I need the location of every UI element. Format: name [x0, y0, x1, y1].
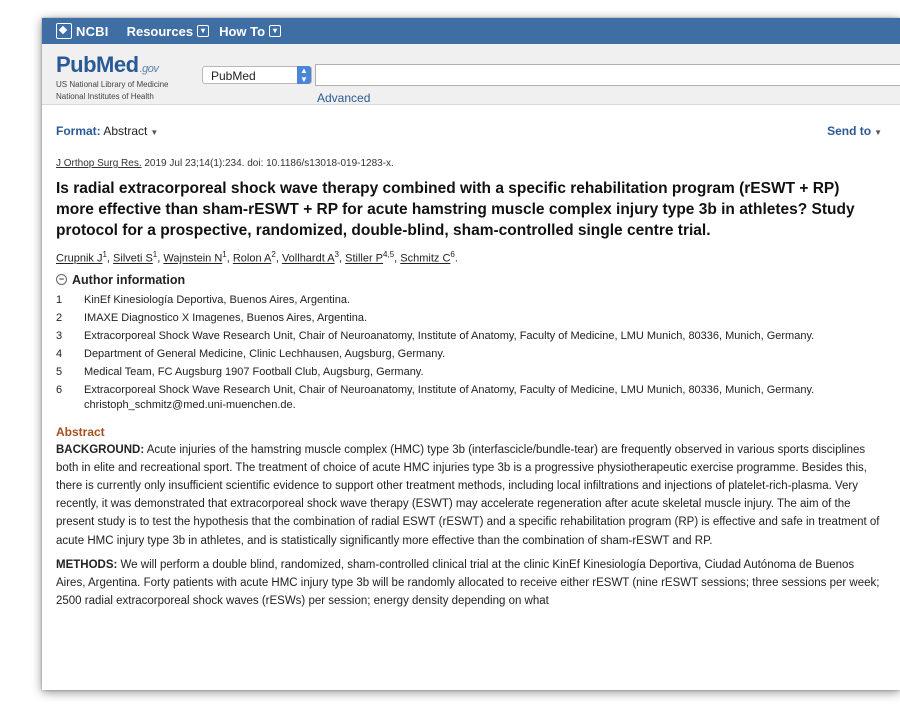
send-to-menu[interactable] [827, 124, 882, 138]
ncbi-logo-text: NCBI [76, 23, 109, 39]
chevron-down-icon: ▾ [269, 25, 281, 37]
author-link[interactable]: Vollhardt A [281, 252, 335, 265]
author-affil-ref: 3 [334, 250, 339, 259]
ncbi-top-bar [42, 18, 900, 44]
resources-label: Resources [126, 23, 194, 39]
pubmed-logo-text: PubMed [56, 52, 139, 77]
search-header [42, 44, 900, 105]
abstract-background [56, 441, 880, 550]
affiliation-text: Medical Team, FC Augsburg 1907 Football Club, Augsburg, Germany. [84, 365, 424, 378]
collapse-icon: − [56, 274, 67, 285]
author-link[interactable]: Stiller P [345, 252, 384, 265]
nih-line: National Institutes of Health [56, 92, 154, 101]
affiliation-number: 1 [56, 293, 63, 306]
affiliation-item [56, 311, 880, 326]
send-to-label: Send to [827, 124, 872, 138]
how-to-label: How To [219, 23, 266, 39]
affiliation-item [56, 383, 880, 413]
author-affil-ref: 1 [222, 250, 227, 259]
search-input[interactable] [315, 64, 900, 86]
affiliation-text: Extracorporeal Shock Wave Research Unit, Chair of Neuroanatomy, Institute of Anatomy, Faculty of Medicine, LMU Munich, 80336, Munich, Germany. [84, 329, 815, 342]
format-selector[interactable]: Format: Abstract ▼ [56, 124, 159, 138]
journal-link[interactable]: J Orthop Surg Res. [56, 158, 142, 169]
affiliation-text: KinEf Kinesiología Deportiva, Buenos Aires, Argentina. [84, 293, 350, 306]
pubmed-logo-suffix: .gov [139, 63, 159, 75]
ncbi-logo[interactable] [56, 23, 109, 39]
affiliation-number: 2 [56, 311, 63, 324]
affiliation-number: 3 [56, 329, 63, 342]
author-information-label: Author information [72, 272, 186, 287]
citation-line [56, 158, 880, 169]
affiliation-item [56, 293, 880, 308]
author-link[interactable]: Crupnik J [56, 252, 103, 265]
article-title: Is radial extracorporeal shock wave therapy combined with a specific rehabilitation program (rESWT + RP) more effective than sham-rESWT + RP for acute hamstring muscle complex injury type 3b in athletes? Study protocol for a prospective, randomized, double-blind, sham-controlled single centre trial. [56, 180, 855, 239]
background-label: BACKGROUND: [56, 443, 145, 456]
pubmed-page [42, 18, 900, 690]
affiliation-number: 4 [56, 347, 63, 360]
abstract-methods [56, 556, 880, 611]
background-text: Acute injuries of the hamstring muscle complex (HMC) type 3b (interfascicle/bundle-tear) are frequently observed in various sports disciplines both in elite and recreational sport. The treatment of choice of acute HMC injuries type 3b is a progressive physiotherapeutic exercise programme. Besides this, there is currently only insufficient scientific evidence to support other treatment methods, including local infiltrations and injections of platelet-rich-plasma. Very recently, it was demonstrated that extracorporeal shock wave therapy (ESWT) may accelerate regeneration after acute skeletal muscle injury. The aim of the present study is to test the hypothesis that the combination of radial ESWT (rESWT) and a specific rehabilitation program (RP) is effective and safe in treatment of acute HMC injury type 3b in athletes, and is statistically significantly more effective than the combination of sham-rESWT and RP. [56, 443, 880, 547]
affiliation-text: Extracorporeal Shock Wave Research Unit, Chair of Neuroanatomy, Institute of Anatomy, Faculty of Medicine, LMU Munich, 80336, Munich, Germany. christoph_schmitz@med.uni-muenchen.de. [84, 383, 815, 411]
abstract-heading: Abstract [56, 424, 105, 439]
author-link[interactable]: Silveti S [113, 252, 153, 265]
database-select[interactable] [202, 66, 312, 84]
author-affil-ref: 4,5 [383, 250, 395, 259]
nlm-line: US National Library of Medicine [56, 80, 169, 89]
database-select-value: PubMed [211, 69, 256, 83]
affiliation-number: 6 [56, 383, 63, 396]
article-content [56, 158, 880, 610]
pubmed-logo[interactable] [56, 52, 169, 102]
format-value: Abstract [103, 124, 148, 138]
format-label: Format [56, 124, 97, 138]
methods-text: We will perform a double blind, randomized, sham-controlled clinical trial at the clinic KinEf Kinesiología Deportiva, Ciudad Autónoma de Buenos Aires, Argentina. Forty patients with acute HMC injury type 3b will be randomly allocated to receive either rESWT (nine rESWT sessions; three sessions per week; 2500 radial extracorporeal shock waves (rESWs) per session; energy density depending on what [56, 558, 880, 608]
author-link[interactable]: Rolon A [232, 252, 272, 265]
affiliation-text: IMAXE Diagnostico X Imagenes, Buenos Aires, Argentina. [84, 311, 368, 324]
ncbi-logo-icon [56, 23, 72, 39]
how-to-menu[interactable] [219, 24, 281, 39]
caret-down-icon: ▼ [150, 128, 159, 137]
author-information-toggle[interactable] [56, 273, 880, 287]
chevron-down-icon: ▾ [197, 25, 209, 37]
advanced-search-link[interactable]: Advanced [317, 91, 371, 105]
author-link[interactable]: Wajnstein N [163, 252, 223, 265]
author-list: Crupnik $J^1$, Silveti $S^1$, Wajnstein $N^1$, Rolon $A^2$, Vollhardt $A^3$, Stiller P$^{4,5}$, Schmitz $C^6$. [56, 250, 458, 265]
resources-menu[interactable] [127, 24, 209, 39]
affiliation-text: Department of General Medicine, Clinic Lechhausen, Augsburg, Germany. [84, 347, 446, 360]
author-affil-ref: 1 [152, 250, 158, 259]
methods-label: METHODS: [56, 558, 118, 571]
affiliation-number: 5 [56, 365, 63, 378]
affiliation-list [56, 293, 880, 413]
affiliation-item [56, 347, 880, 362]
author-affil-ref: 6 [450, 250, 455, 259]
affiliation-item [56, 365, 880, 380]
display-options-bar [42, 114, 900, 144]
author-affil-ref: 2 [271, 250, 276, 259]
author-link[interactable]: Schmitz C [400, 252, 451, 265]
caret-down-icon: ▼ [874, 128, 882, 137]
citation-details: 2019 Jul 23;14(1):234. doi: 10.1186/s13018-019-1283-x. [141, 158, 394, 169]
select-arrows-icon: ▲ ▼ [297, 66, 311, 84]
affiliation-item [56, 329, 880, 344]
author-affil-ref: 1 [102, 250, 107, 259]
